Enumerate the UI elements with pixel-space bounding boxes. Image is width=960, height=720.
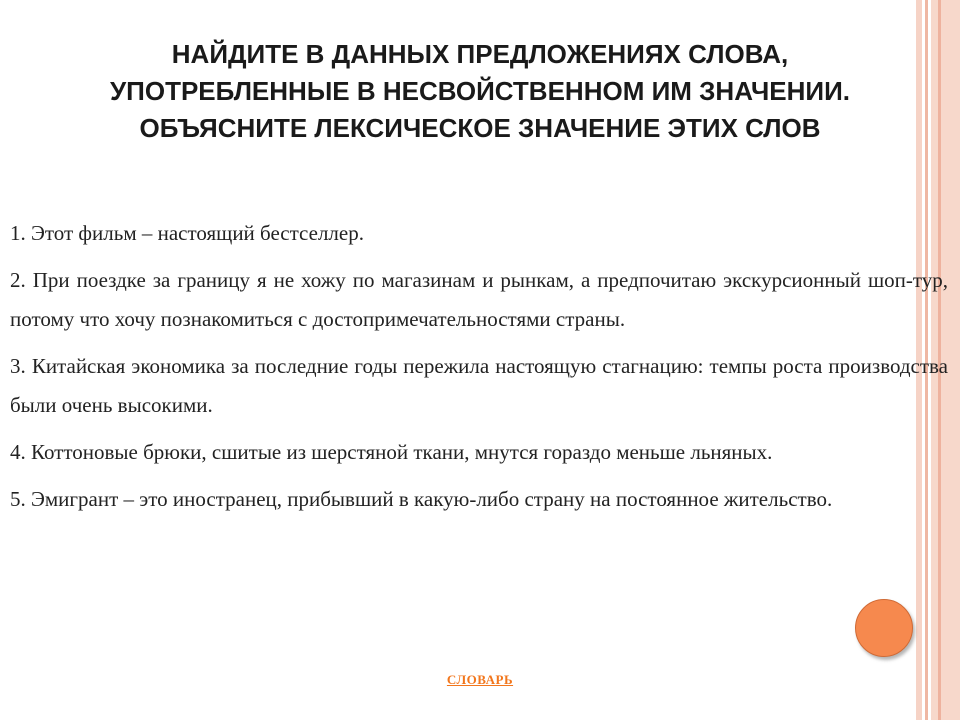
- dictionary-link[interactable]: СЛОВАРЬ: [446, 672, 514, 687]
- sentence-list: [10, 214, 948, 527]
- orange-circle-decoration: [855, 599, 913, 657]
- dictionary-link-container: [0, 672, 960, 688]
- title-line: НАЙДИТЕ В ДАННЫХ ПРЕДЛОЖЕНИЯХ СЛОВА,: [171, 39, 789, 69]
- sentence-5: 5. Эмигрант – это иностранец, прибывший в какую-либо страну на постоянное жительство.: [10, 487, 833, 511]
- title-line: УПОТРЕБЛЕННЫЕ В НЕСВОЙСТВЕННОМ ИМ ЗНАЧЕНИИ.: [110, 76, 850, 106]
- sentence-1: 1. Этот фильм – настоящий бестселлер.: [10, 221, 364, 245]
- title-line: ОБЪЯСНИТЕ ЛЕКСИЧЕСКОЕ ЗНАЧЕНИЕ ЭТИХ СЛОВ: [139, 113, 821, 143]
- sentence-3: 3. Китайская экономика за последние годы пережила настоящую стагнацию: темпы роста производства были очень высокими.: [10, 354, 948, 417]
- slide-title: [10, 36, 950, 147]
- sentence-2: 2. При поездке за границу я не хожу по магазинам и рынкам, а предпочитаю экскурсионный шоп-тур, потому что хочу познакомиться с достопримечательностями страны.: [10, 268, 948, 331]
- sentence-4: 4. Коттоновые брюки, сшитые из шерстяной ткани, мнутся гораздо меньше льняных.: [10, 440, 773, 464]
